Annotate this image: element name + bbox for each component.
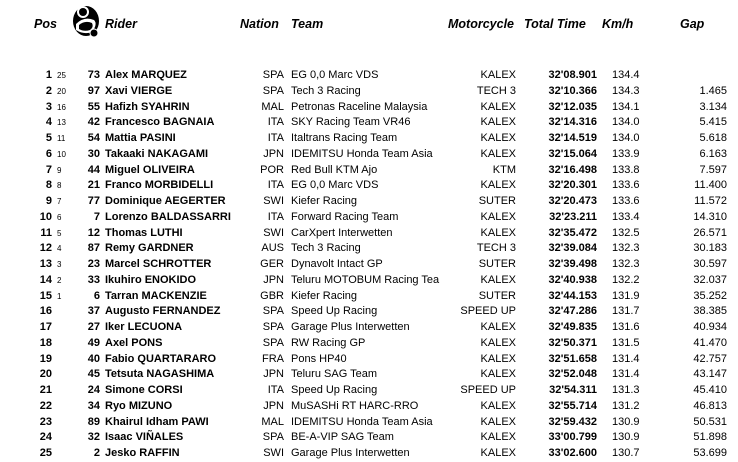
row-kmh: 133.6 — [612, 179, 640, 192]
row-rider-name: Tetsuta NAGASHIMA — [105, 368, 215, 381]
row-nation: ITA — [267, 116, 284, 129]
row-position: 12 — [39, 242, 52, 255]
row-gap: 7.597 — [699, 163, 727, 176]
row-total-time: 32'49.835 — [548, 321, 597, 333]
table-row — [0, 446, 738, 462]
row-position: 20 — [39, 368, 52, 381]
row-team: Petronas Raceline Malaysia — [291, 100, 428, 113]
row-motorcycle: TECH 3 — [476, 84, 516, 97]
row-motorcycle: KALEX — [480, 210, 516, 223]
row-team: EG 0,0 Marc VDS — [291, 179, 379, 192]
row-kmh: 132.3 — [612, 258, 640, 270]
row-points: 3 — [57, 260, 62, 269]
row-motorcycle: KALEX — [480, 368, 516, 381]
row-kmh: 134.0 — [612, 116, 640, 129]
row-rider-number: 24 — [87, 384, 100, 396]
row-rider-name: Fabio QUARTARARO — [105, 352, 217, 365]
header-total-time: Total Time — [524, 17, 586, 31]
row-nation: POR — [260, 163, 284, 176]
row-total-time: 32'54.311 — [549, 384, 597, 396]
row-total-time: 32'14.316 — [548, 116, 597, 129]
table-row — [0, 226, 738, 242]
row-position: 19 — [39, 352, 52, 365]
row-nation: JPN — [263, 147, 284, 160]
row-motorcycle: SPEED UP — [460, 384, 516, 396]
row-points: 20 — [57, 86, 66, 96]
row-total-time: 32'50.371 — [548, 336, 597, 349]
row-position: 6 — [45, 147, 52, 160]
row-motorcycle: KALEX — [480, 431, 516, 444]
row-motorcycle: KALEX — [480, 132, 516, 144]
row-nation: GBR — [260, 289, 284, 302]
row-nation: ITA — [267, 210, 284, 223]
row-total-time: 32'12.035 — [548, 100, 597, 113]
row-position: 9 — [45, 195, 52, 207]
row-total-time: 33'02.600 — [548, 447, 597, 459]
row-kmh: 134.3 — [612, 84, 640, 97]
table-row — [0, 289, 738, 305]
row-team: Teluru SAG Team — [291, 368, 378, 381]
row-team: Speed Up Racing — [291, 384, 378, 396]
row-kmh: 131.2 — [612, 399, 640, 412]
row-nation: SPA — [262, 84, 284, 97]
row-nation: SWI — [263, 195, 284, 207]
header-nation: Nation — [240, 17, 279, 31]
table-row — [0, 383, 738, 399]
row-motorcycle: KALEX — [480, 116, 516, 129]
row-total-time: 32'44.153 — [548, 289, 597, 302]
row-team: Forward Racing Team — [291, 210, 399, 223]
row-position: 2 — [45, 84, 52, 97]
row-points: 11 — [57, 134, 66, 143]
row-rider-name: Lorenzo BALDASSARRI — [105, 210, 231, 223]
row-rider-name: Ikuhiro ENOKIDO — [105, 273, 197, 286]
header-team: Team — [291, 17, 324, 31]
row-kmh: 132.3 — [612, 242, 640, 255]
row-nation: SPA — [262, 305, 284, 318]
row-nation: JPN — [263, 399, 284, 412]
row-rider-name: Augusto FERNANDEZ — [105, 305, 221, 318]
row-motorcycle: KALEX — [480, 447, 516, 459]
row-team: Italtrans Racing Team — [291, 132, 398, 144]
table-row — [0, 178, 738, 194]
table-row — [0, 68, 738, 84]
results-table — [0, 68, 738, 462]
row-kmh: 133.4 — [612, 210, 640, 223]
row-position: 5 — [45, 132, 52, 144]
row-position: 24 — [39, 431, 52, 444]
row-rider-name: Alex MARQUEZ — [105, 69, 187, 81]
motorcycle-rider-icon — [70, 2, 102, 38]
row-motorcycle: KALEX — [480, 147, 516, 160]
row-kmh: 133.6 — [612, 195, 640, 207]
row-gap: 38.385 — [693, 305, 727, 318]
row-rider-number: 33 — [87, 273, 100, 286]
row-gap: 26.571 — [693, 226, 727, 239]
row-rider-number: 12 — [87, 226, 100, 239]
table-row — [0, 210, 738, 226]
row-motorcycle: KALEX — [480, 69, 516, 81]
row-motorcycle: TECH 3 — [476, 242, 516, 255]
row-team: Red Bull KTM Ajo — [291, 163, 378, 176]
row-gap: 30.183 — [693, 242, 727, 255]
row-kmh: 134.1 — [612, 100, 640, 113]
row-total-time: 32'59.432 — [548, 415, 597, 428]
row-rider-name: Tarran MACKENZIE — [105, 289, 207, 302]
row-total-time: 32'47.286 — [548, 305, 597, 318]
table-row — [0, 241, 738, 257]
table-row — [0, 430, 738, 446]
row-nation: ITA — [267, 384, 284, 396]
row-motorcycle: SUTER — [478, 258, 516, 270]
row-nation: FRA — [262, 352, 284, 365]
row-total-time: 32'10.366 — [548, 84, 597, 97]
table-row — [0, 415, 738, 431]
row-rider-number: 2 — [93, 447, 100, 459]
table-row — [0, 194, 738, 210]
row-kmh: 131.3 — [612, 384, 640, 396]
row-position: 16 — [39, 305, 52, 318]
row-points: 5 — [57, 228, 62, 238]
row-rider-name: Thomas LUTHI — [105, 226, 183, 239]
row-rider-number: 37 — [87, 305, 100, 318]
row-position: 10 — [39, 210, 52, 223]
row-rider-name: Mattia PASINI — [105, 132, 176, 144]
row-gap: 46.813 — [693, 399, 727, 412]
row-points: 13 — [57, 118, 66, 128]
row-rider-number: 40 — [87, 352, 100, 365]
row-total-time: 32'52.048 — [548, 368, 597, 381]
row-rider-number: 6 — [93, 289, 100, 302]
row-gap: 14.310 — [693, 210, 727, 223]
row-total-time: 32'51.658 — [548, 352, 597, 365]
row-rider-name: Hafizh SYAHRIN — [105, 100, 190, 113]
row-gap: 11.572 — [694, 195, 727, 207]
row-rider-number: 32 — [87, 431, 100, 444]
row-gap: 53.699 — [693, 447, 727, 459]
row-rider-number: 49 — [87, 336, 100, 349]
row-rider-number: 23 — [87, 258, 100, 270]
row-rider-number: 44 — [87, 163, 100, 176]
row-position: 25 — [39, 447, 52, 459]
row-team: IDEMITSU Honda Team Asia — [291, 415, 433, 428]
row-kmh: 131.7 — [612, 305, 640, 318]
row-nation: GER — [260, 258, 284, 270]
row-total-time: 32'40.938 — [548, 273, 597, 286]
row-nation: JPN — [263, 368, 284, 381]
row-rider-number: 73 — [87, 69, 100, 81]
row-total-time: 32'08.901 — [548, 69, 597, 81]
row-rider-number: 97 — [87, 84, 100, 97]
row-team: Dynavolt Intact GP — [291, 258, 383, 270]
row-motorcycle: KALEX — [480, 321, 516, 333]
row-total-time: 32'20.301 — [548, 179, 597, 192]
row-motorcycle: KALEX — [480, 399, 516, 412]
row-nation: ITA — [267, 132, 284, 144]
row-gap: 41.470 — [693, 336, 727, 349]
row-rider-number: 87 — [87, 242, 100, 255]
row-team: Pons HP40 — [291, 352, 347, 365]
row-kmh: 134.0 — [612, 132, 640, 144]
row-kmh: 132.5 — [612, 226, 640, 239]
row-points: 9 — [57, 165, 62, 175]
row-rider-number: 42 — [87, 116, 100, 129]
row-points: 7 — [57, 197, 62, 206]
row-rider-number: 89 — [87, 415, 100, 428]
row-gap: 11.400 — [694, 179, 727, 192]
table-row — [0, 147, 738, 163]
row-nation: SWI — [263, 226, 284, 239]
row-gap: 42.757 — [693, 352, 727, 365]
row-total-time: 32'16.498 — [548, 163, 597, 176]
row-team: CarXpert Interwetten — [291, 226, 393, 239]
row-rider-name: Marcel SCHROTTER — [105, 258, 212, 270]
row-rider-name: Iker LECUONA — [105, 321, 183, 333]
row-rider-name: Khairul Idham PAWI — [105, 415, 209, 428]
row-gap: 51.898 — [693, 431, 727, 444]
row-motorcycle: KALEX — [480, 273, 516, 286]
row-nation: MAL — [261, 415, 284, 428]
row-total-time: 33'00.799 — [548, 431, 597, 444]
row-total-time: 32'15.064 — [548, 147, 597, 160]
row-position: 18 — [39, 336, 52, 349]
row-points: 4 — [57, 244, 62, 254]
row-team: Garage Plus Interwetten — [291, 447, 410, 459]
row-gap: 3.134 — [699, 100, 727, 113]
row-points: 6 — [57, 212, 62, 222]
row-rider-name: Franco MORBIDELLI — [105, 179, 214, 192]
row-rider-name: Axel PONS — [105, 336, 163, 349]
table-row — [0, 399, 738, 415]
row-kmh: 131.6 — [612, 321, 640, 333]
row-gap: 6.163 — [699, 147, 727, 160]
table-row — [0, 115, 738, 131]
row-gap: 35.252 — [693, 289, 727, 302]
row-team: Kiefer Racing — [291, 289, 358, 302]
row-kmh: 131.5 — [612, 336, 640, 349]
table-row — [0, 336, 738, 352]
table-row — [0, 367, 738, 383]
row-motorcycle: KALEX — [480, 415, 516, 428]
row-motorcycle: KALEX — [480, 336, 516, 349]
row-rider-name: Jesko RAFFIN — [105, 447, 180, 459]
row-rider-name: Miguel OLIVEIRA — [105, 163, 195, 176]
row-rider-name: Dominique AEGERTER — [105, 195, 226, 207]
table-row — [0, 320, 738, 336]
table-row — [0, 352, 738, 368]
row-rider-number: 7 — [93, 210, 100, 223]
row-nation: SPA — [262, 69, 284, 81]
table-row — [0, 304, 738, 320]
row-position: 4 — [45, 116, 52, 129]
header-kmh: Km/h — [602, 17, 634, 31]
row-total-time: 32'35.472 — [548, 226, 597, 239]
row-kmh: 131.9 — [612, 289, 640, 302]
row-gap: 50.531 — [693, 415, 727, 428]
header-pos: Pos — [34, 17, 57, 31]
row-team: Speed Up Racing — [291, 305, 378, 318]
row-rider-number: 30 — [87, 147, 100, 160]
row-gap: 30.597 — [693, 258, 727, 270]
row-position: 1 — [45, 69, 52, 81]
row-position: 14 — [39, 273, 52, 286]
row-team: Tech 3 Racing — [291, 242, 361, 255]
row-gap: 5.618 — [699, 132, 727, 144]
row-total-time: 32'39.084 — [548, 242, 597, 255]
row-position: 22 — [39, 399, 52, 412]
row-rider-number: 27 — [87, 321, 100, 333]
row-position: 23 — [39, 415, 52, 428]
row-rider-name: Francesco BAGNAIA — [105, 116, 215, 129]
row-nation: MAL — [261, 100, 284, 113]
row-nation: JPN — [263, 273, 284, 286]
row-team: MuSASHi RT HARC-RRO — [291, 399, 419, 412]
row-nation: SPA — [262, 321, 284, 333]
row-total-time: 32'23.211 — [549, 210, 597, 223]
row-motorcycle: KALEX — [480, 179, 516, 192]
row-motorcycle: SUTER — [478, 289, 516, 302]
row-gap: 32.037 — [693, 273, 727, 286]
row-gap: 40.934 — [693, 321, 727, 333]
row-motorcycle: SPEED UP — [460, 305, 516, 318]
row-motorcycle: KALEX — [480, 226, 516, 239]
row-kmh: 133.8 — [612, 163, 640, 176]
row-nation: AUS — [261, 242, 284, 255]
row-motorcycle: KALEX — [480, 100, 516, 113]
row-points: 16 — [57, 102, 66, 112]
row-rider-number: 77 — [87, 195, 100, 207]
row-motorcycle: KTM — [492, 163, 516, 176]
row-rider-name: Ryo MIZUNO — [105, 399, 173, 412]
table-row — [0, 131, 738, 147]
row-rider-name: Isaac VIÑALES — [105, 431, 184, 444]
header-gap: Gap — [680, 17, 705, 31]
row-gap: 1.465 — [699, 84, 727, 97]
row-points: 25 — [57, 71, 66, 80]
table-row — [0, 257, 738, 273]
header-rider: Rider — [105, 17, 137, 31]
row-position: 11 — [40, 226, 52, 239]
row-total-time: 32'14.519 — [548, 132, 597, 144]
header-motorcycle: Motorcycle — [448, 17, 514, 31]
row-rider-number: 55 — [87, 100, 100, 113]
row-points: 2 — [57, 275, 62, 285]
row-nation: SPA — [262, 431, 284, 444]
row-gap: 5.415 — [699, 116, 727, 129]
row-points: 8 — [57, 181, 62, 191]
row-team: Tech 3 Racing — [291, 84, 361, 97]
row-rider-number: 45 — [87, 368, 100, 381]
row-rider-number: 21 — [87, 179, 100, 192]
table-row — [0, 84, 738, 100]
row-position: 15 — [39, 289, 52, 302]
row-gap: 43.147 — [693, 368, 727, 381]
row-team: EG 0,0 Marc VDS — [291, 69, 379, 81]
row-position: 7 — [45, 163, 52, 176]
table-row — [0, 163, 738, 179]
row-team: IDEMITSU Honda Team Asia — [291, 147, 433, 160]
table-row — [0, 273, 738, 289]
row-rider-name: Xavi VIERGE — [105, 84, 173, 97]
row-points: 10 — [57, 149, 66, 159]
row-rider-name: Simone CORSI — [105, 384, 183, 396]
table-row — [0, 100, 738, 116]
row-kmh: 131.4 — [612, 352, 640, 365]
row-team: Teluru MOTOBUM Racing Tea — [291, 273, 440, 286]
row-rider-name: Remy GARDNER — [105, 242, 194, 255]
row-kmh: 130.7 — [612, 447, 640, 459]
row-kmh: 133.9 — [612, 147, 640, 160]
row-position: 8 — [45, 179, 52, 192]
row-rider-number: 34 — [87, 399, 100, 412]
row-kmh: 134.4 — [612, 69, 640, 81]
row-nation: SPA — [262, 336, 284, 349]
row-total-time: 32'55.714 — [548, 399, 597, 412]
row-kmh: 130.9 — [612, 415, 640, 428]
row-rider-name: Takaaki NAKAGAMI — [105, 147, 209, 160]
results-header — [0, 14, 738, 36]
row-team: BE-A-VIP SAG Team — [291, 431, 394, 444]
row-position: 21 — [39, 384, 52, 396]
row-nation: SWI — [263, 447, 284, 459]
row-position: 13 — [39, 258, 52, 270]
row-team: SKY Racing Team VR46 — [291, 116, 411, 129]
row-position: 3 — [45, 100, 52, 113]
row-gap: 45.410 — [693, 384, 727, 396]
row-total-time: 32'20.473 — [548, 195, 597, 207]
row-total-time: 32'39.498 — [548, 258, 597, 270]
row-team: Kiefer Racing — [291, 195, 358, 207]
row-motorcycle: SUTER — [478, 195, 516, 207]
row-rider-number: 54 — [87, 132, 100, 144]
row-team: Garage Plus Interwetten — [291, 321, 410, 333]
row-team: RW Racing GP — [291, 336, 366, 349]
row-motorcycle: KALEX — [480, 352, 516, 365]
row-kmh: 130.9 — [612, 431, 640, 444]
row-kmh: 132.2 — [612, 273, 640, 286]
row-kmh: 131.4 — [612, 368, 640, 381]
row-position: 17 — [39, 321, 52, 333]
row-nation: ITA — [267, 179, 284, 192]
row-points: 1 — [57, 291, 62, 301]
